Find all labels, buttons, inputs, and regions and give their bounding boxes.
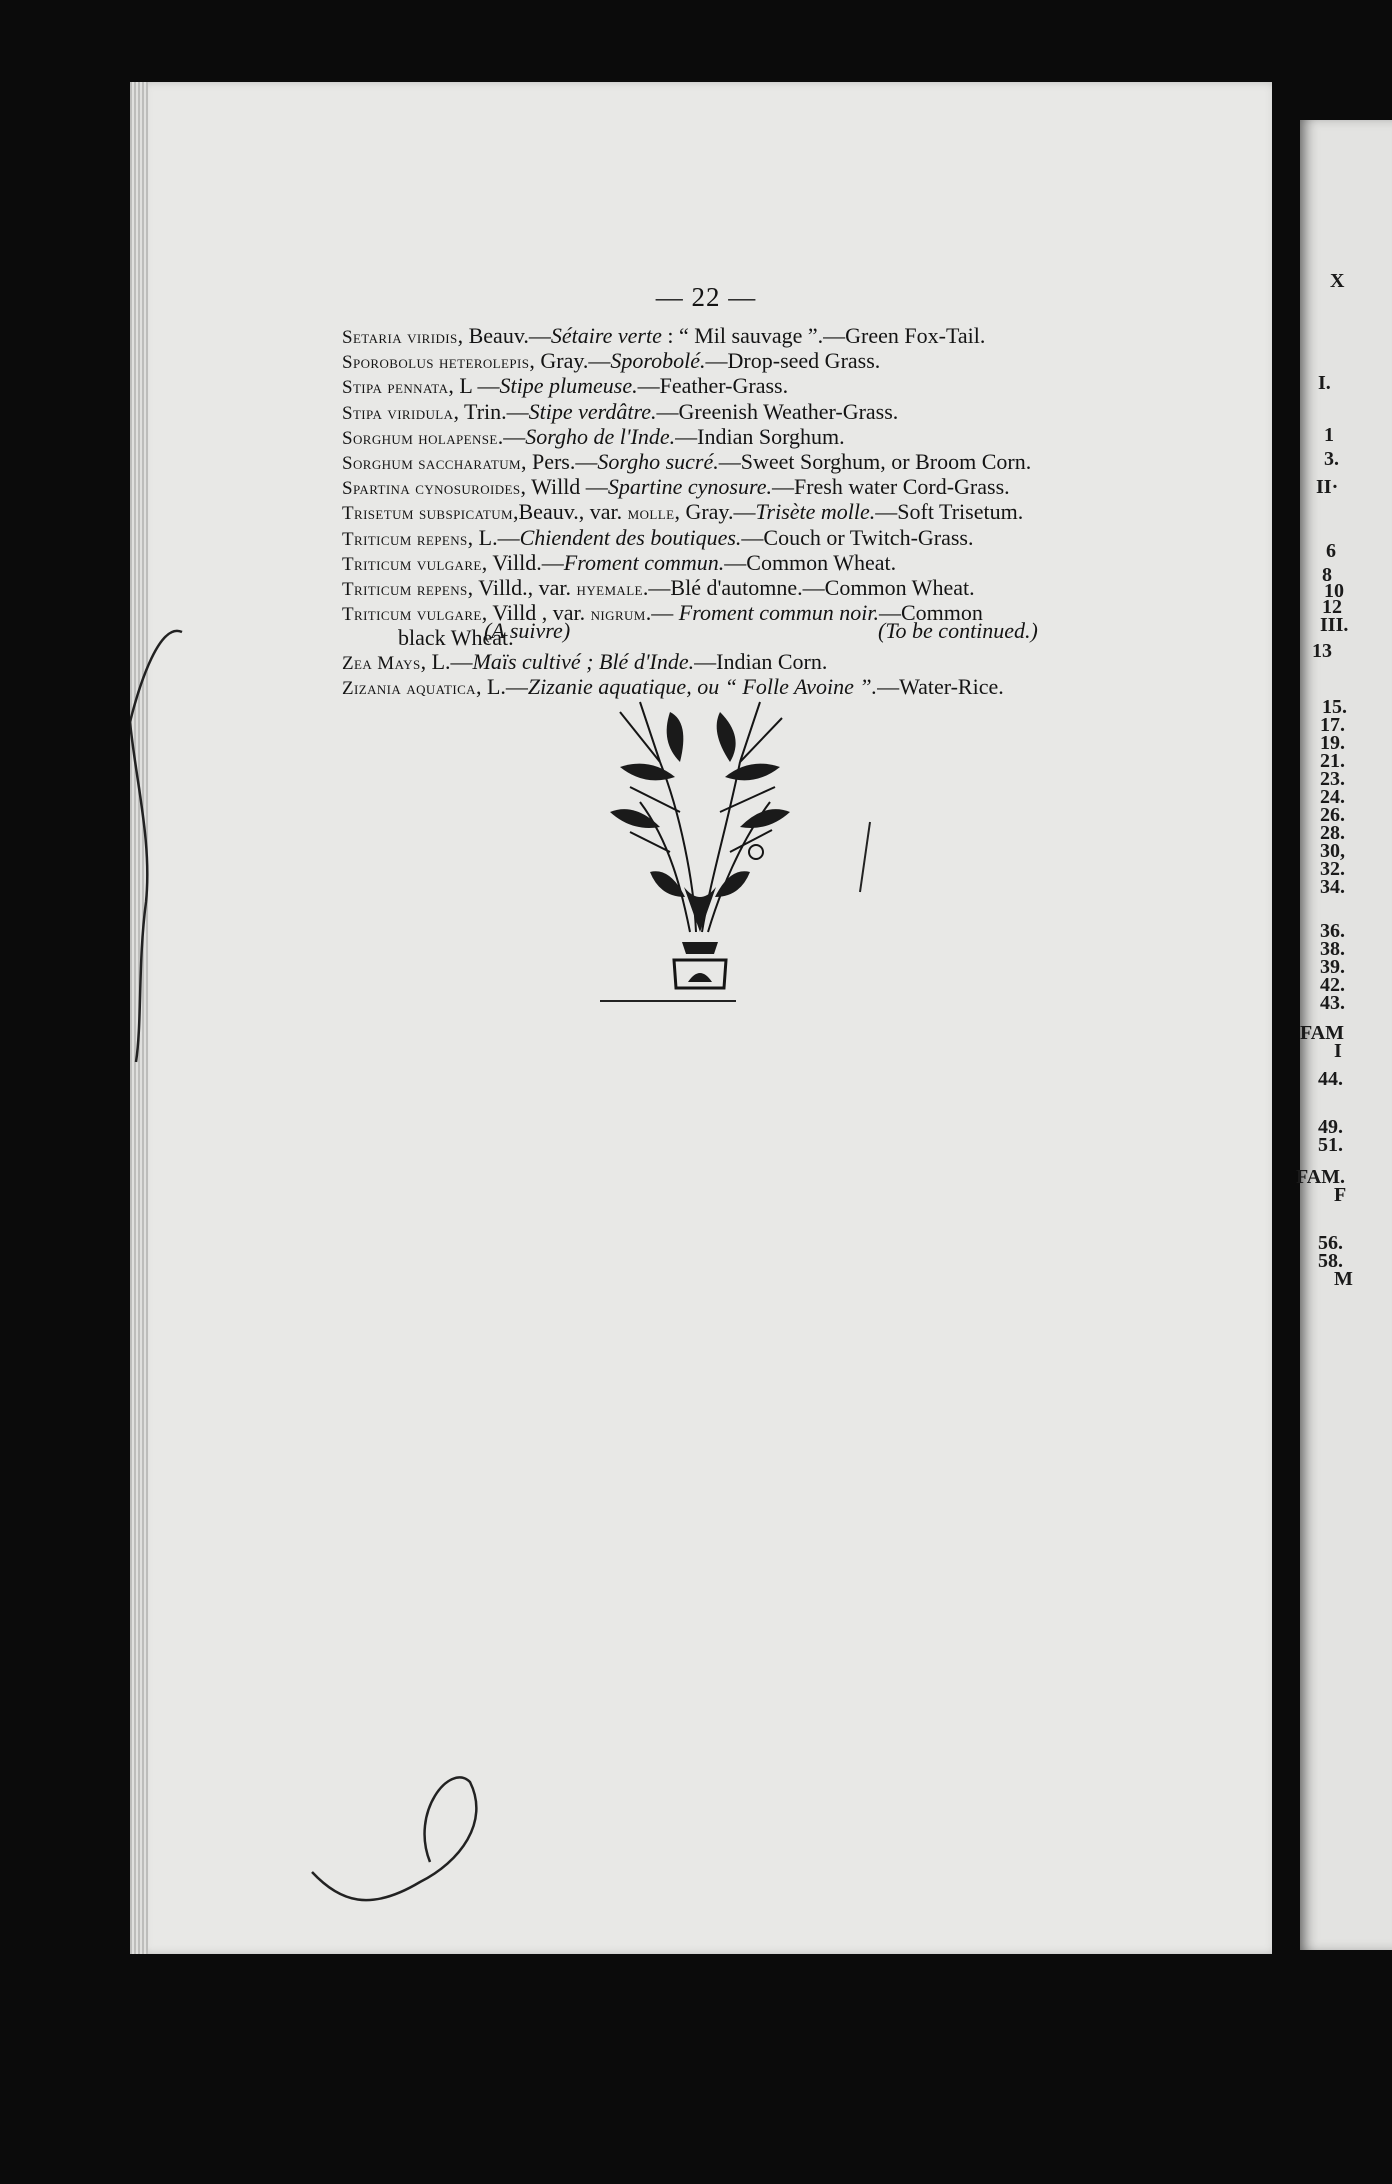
right-page-fragment: 21. — [1320, 750, 1345, 772]
latin-name: Triticum vulgare — [342, 553, 482, 575]
authority: , Villd., var. — [467, 575, 577, 601]
french-name: Maïs cultivé ; Blé d'Inde. — [472, 648, 695, 674]
right-page-fragment: I — [1334, 1040, 1342, 1062]
french-name: Sorgho sucré. — [597, 449, 719, 475]
right-page-fragment: 39. — [1320, 956, 1345, 978]
french-name: Trisète molle. — [755, 499, 876, 525]
latin-name: Triticum vulgare — [342, 604, 482, 626]
right-page-fragment: 8 — [1322, 564, 1332, 586]
latin-name: Sorghum saccharatum — [342, 453, 521, 475]
right-page-fragment: 28. — [1320, 822, 1345, 844]
left-page — [130, 82, 1282, 1954]
authority: , L.— — [420, 648, 473, 674]
right-page-fragment: 12 — [1322, 596, 1342, 618]
right-page-fragment: 13 — [1312, 640, 1332, 662]
right-page-fragment: 19. — [1320, 732, 1345, 754]
right-page-fragment: 3. — [1324, 448, 1339, 470]
latin-name: Setaria viridis — [342, 327, 458, 348]
entry-continuation: black Wheat. — [398, 625, 514, 651]
hair-scribble — [130, 82, 1282, 1954]
french-name: Stipe plumeuse. — [499, 373, 638, 399]
latin-name: Trisetum subspicatum — [342, 503, 513, 525]
french-name: Froment commun noir. — [678, 600, 879, 626]
right-page-fragment: 34. — [1320, 876, 1345, 898]
authority-2: .— — [642, 575, 671, 601]
right-page-fragment: 49. — [1318, 1116, 1343, 1138]
to-be-continued-french: (A suivre) — [484, 618, 571, 643]
english-name: —Fresh water Cord-Grass. — [771, 474, 1010, 500]
right-page-fragment: 56. — [1318, 1232, 1343, 1254]
right-page-edge — [1296, 120, 1392, 1950]
right-page-fragment: 36. — [1320, 920, 1345, 942]
right-page-fragment: 38. — [1320, 938, 1345, 960]
authority: , Villd.— — [481, 549, 564, 575]
authority: , Trin.— — [453, 398, 529, 424]
right-page-fragment: 17. — [1320, 714, 1345, 736]
right-page-fragment: M — [1334, 1268, 1353, 1290]
right-page-fragment: 10 — [1324, 580, 1344, 602]
latin-name: Zizania aquatica — [342, 677, 476, 699]
authority: , L — — [448, 373, 500, 399]
right-page-fragment: 24. — [1320, 786, 1345, 808]
right-page-fragment: III. — [1320, 614, 1349, 636]
authority-2: , Gray.— — [674, 499, 756, 525]
english-name: : “ Mil sauvage ”.—Green Fox-Tail. — [661, 323, 986, 348]
right-page-fragment: 15. — [1322, 696, 1347, 718]
right-page-fragment: FAM — [1300, 1022, 1345, 1044]
english-name: —Water-Rice. — [877, 673, 1004, 699]
french-name: Zizanie aquatique, ou “ Folle Avoine ”. — [527, 673, 878, 699]
latin-name: Triticum repens — [342, 579, 468, 601]
english-name: —Common — [879, 600, 983, 626]
english-name: —Sweet Sorghum, or Broom Corn. — [718, 449, 1032, 475]
authority: ,Beauv., var. — [513, 499, 628, 525]
french-name: Chiendent des boutiques. — [519, 524, 742, 550]
latin-name: Triticum repens — [342, 528, 468, 550]
french-name: Spartine cynosure. — [607, 474, 772, 500]
french-name: Sporobolé. — [610, 348, 706, 374]
authority: , Willd — — [520, 474, 608, 500]
authority: , L.— — [475, 673, 528, 699]
french-name: Sorgho de l'Inde. — [525, 423, 676, 449]
english-name: —Greenish Weather-Grass. — [656, 398, 899, 424]
right-page-fragment: X — [1330, 270, 1345, 292]
authority: , Gray.— — [529, 348, 611, 374]
authority: , Pers.— — [520, 449, 598, 475]
latin-name: Stipa viridula — [342, 402, 454, 424]
latin-name: Zea Mays — [342, 652, 421, 674]
latin-name: Sporobolus heterolepis — [342, 352, 530, 374]
right-page-fragment: 32. — [1320, 858, 1345, 880]
right-page-fragment: I. — [1318, 372, 1331, 394]
authority-2: .— — [645, 600, 679, 626]
right-page-fragment: 44. — [1318, 1068, 1343, 1090]
latin-name: Sorghum holapense — [342, 427, 498, 449]
right-page-fragment: F — [1334, 1184, 1347, 1206]
authority: .— — [497, 423, 526, 449]
authority: , L.— — [467, 524, 520, 550]
english-name: Blé d'automne.—Common Wheat. — [670, 575, 975, 601]
right-page-fragment: 43. — [1320, 992, 1345, 1014]
right-page-fragment: 58. — [1318, 1250, 1343, 1272]
right-page-fragments — [1296, 120, 1392, 1950]
authority: , Villd , var. — [481, 600, 591, 626]
variety-name: molle — [627, 503, 675, 525]
english-name: —Common Wheat. — [724, 549, 897, 575]
right-page-fragment: 6 — [1326, 540, 1336, 562]
english-name: —Soft Trisetum. — [875, 499, 1024, 525]
french-name: Froment commun. — [563, 549, 725, 575]
binding-gutter — [1272, 70, 1302, 1970]
english-name: —Couch or Twitch-Grass. — [741, 524, 974, 550]
authority: , Beauv.— — [457, 323, 551, 348]
right-page-fragment: 42. — [1320, 974, 1345, 996]
right-page-fragment: 30, — [1320, 840, 1345, 862]
right-page-fragment: 26. — [1320, 804, 1345, 826]
right-page-fragment: 23. — [1320, 768, 1345, 790]
english-name: —Indian Corn. — [694, 648, 828, 674]
variety-name: nigrum — [590, 604, 646, 626]
english-name: —Drop-seed Grass. — [705, 348, 881, 374]
to-be-continued-english: (To be continued.) — [878, 618, 1038, 643]
right-page-fragment: 1 — [1324, 424, 1334, 446]
page-number: — 22 — — [655, 282, 757, 312]
english-name: —Indian Sorghum. — [675, 423, 845, 449]
english-name: —Feather-Grass. — [637, 373, 789, 399]
latin-name: Spartina cynosuroides — [342, 478, 521, 500]
latin-name: Stipa pennata — [342, 377, 449, 399]
right-page-fragment: FAM. — [1296, 1166, 1346, 1188]
variety-name: hyemale — [576, 579, 643, 601]
right-page-fragment: II· — [1316, 476, 1339, 498]
french-name: Sétaire verte — [550, 323, 662, 348]
right-page-fragment: 51. — [1318, 1134, 1343, 1156]
french-name: Stipe verdâtre. — [528, 398, 657, 424]
